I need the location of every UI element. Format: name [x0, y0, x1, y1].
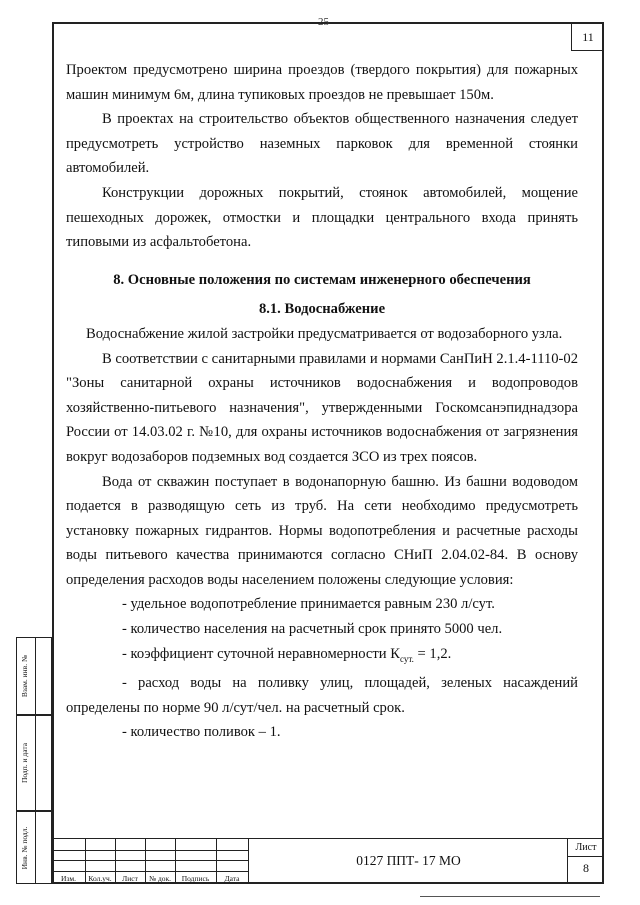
sheet-number: 11 — [582, 29, 594, 44]
document-code-cell — [248, 838, 568, 884]
inv-cell — [16, 811, 52, 884]
podp-label: Подп. и дата — [20, 742, 29, 784]
podp-cell — [16, 715, 52, 811]
paragraph: В проектах на строительство объектов общественного назначения следует предусмотреть устройство наземных парковок для временной стоянки автомобилей. — [66, 111, 578, 177]
paragraph: Проектом предусмотрено ширина проездов (твердого покрытия) для пожарных машин минимум 6м, длина тупиковых проездов не превышает 150м. — [66, 62, 578, 103]
section-heading: 8. Основные положения по системам инженерного обеспечения — [113, 271, 531, 288]
list-number: 8 — [583, 861, 589, 875]
vzam-label: Взам. инв. № — [20, 654, 29, 698]
list-item-text: - коэффициент суточной неравномерности К — [122, 645, 400, 662]
document-code: 0127 ППТ- 17 МО — [356, 853, 461, 868]
revision-grid — [52, 838, 248, 884]
sheet-number-box — [571, 24, 604, 51]
col-signature: Подпись — [181, 874, 210, 883]
paragraph: Водоснабжение жилой застройки предусматривается от водозаборного узла. — [86, 325, 563, 342]
list-item: - количество населения на расчетный срок принято 5000 чел. — [122, 621, 503, 638]
list-item: - количество поливок – 1. — [122, 724, 281, 741]
top-page-number: 25 — [318, 16, 329, 28]
title-block — [52, 838, 604, 884]
paragraph: Конструкции дорожных покрытий, стоянок автомобилей, мощение пешеходных дорожек, отмостки и площадки центрального входа принять типовыми из асфальтобетона. — [66, 184, 578, 251]
subscript: сут. — [399, 653, 414, 664]
scan-artifact-line — [420, 896, 600, 897]
col-kol-uch: Кол.уч. — [88, 874, 112, 883]
list-item: - расход воды на поливку улиц, площадей, зеленых насаждений определены по норме 90 л/сут/чел. на расчетный срок. — [66, 675, 578, 716]
col-izm: Изм. — [61, 874, 76, 883]
vzam-cell — [16, 637, 52, 715]
list-label: Лист — [575, 842, 597, 853]
document-body — [66, 58, 578, 745]
col-list: Лист — [122, 874, 138, 883]
left-margin-stamp — [16, 637, 52, 884]
col-date: Дата — [224, 874, 240, 883]
inv-label: Инв. № подл. — [20, 826, 29, 869]
paragraph: В соответствии с санитарными правилами и нормами СанПиН 2.1.4-1110-02 "Зоны санитарной охраны источников водоснабжения и водопроводов хозяйственно-питьевого назначения", утвержденными Госкомсанэпиднадзора России от 14.03.02 г. №10, для охраны источников водоснабжения от загрязнения вокруг водозаборов подземных вод создается ЗСО из трех поясов. — [66, 350, 578, 465]
list-item — [66, 642, 578, 672]
col-doc-number: № док. — [148, 874, 172, 883]
list-item-text: = 1,2. — [413, 645, 452, 662]
paragraph: Вода от скважин поступает в водонапорную башню. Из башни водоводом подается в разводящую сеть из труб. На сети необходимо предусмотреть установку пожарных гидрантов. Нормы водопотребления и расчетные расходы воды питьевого качества принимаются согласно СНиП 2.04.02-84. В основу определения расходов воды населением положены следующие условия: — [66, 473, 578, 588]
list-cell — [567, 838, 604, 884]
list-item: - удельное водопотребление принимается равным 230 л/сут. — [122, 596, 495, 613]
subsection-heading: 8.1. Водоснабжение — [258, 301, 386, 318]
